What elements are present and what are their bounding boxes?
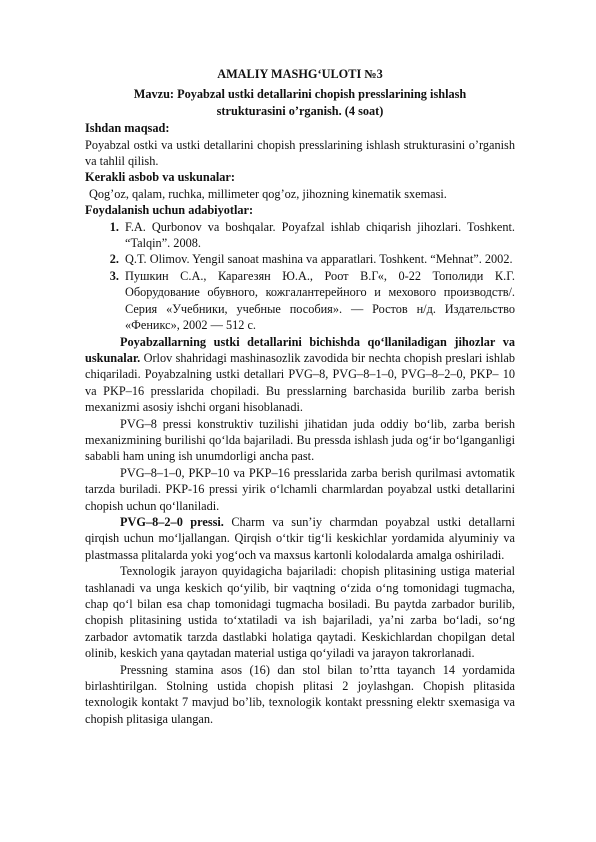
paragraph-equipment-heading: Poyabzallarning ustki detallarini bichishda qo‘llaniladigan jihozlar va uskunalar. bbox=[85, 334, 515, 365]
paragraph-structure: Pressning stamina asos (16) dan stol bilan to’rtta tayanch 14 yordamida birlashtirilgan. Stolning ustida chopish plitasi 2 joylashgan. Chopish plitasida texnologik kontakt 7 mavjud bo’lib, texnologik kontakt pressning elektr sxemasiga va chopish plitasiga ulangan. bbox=[85, 662, 515, 726]
document-title: AMALIY MASHG‘ULOTI №3 bbox=[217, 67, 383, 81]
paragraph-process: Texnologik jarayon quyidagicha bajariladi: chopish plitasining ustiga material tashlanadi va unga keskich qo‘yilib, bir vaqtning o‘zida o‘ng tomonidagi tugmacha, chap qo‘l bilan esa chap tomonidagi tugmacha bosiladi. Bu paytda zarbador burilib, chopish plitasining ustida to‘xtatiladi va ish bajariladi, ya’ni zarba bo‘ladi, so‘ng zarbador avtomatik tarzda dastlabki holatiga qaytadi. Keskichlardan chopilgan detal olinib, keskich yana qaytadan material ustiga qo‘yiladi va jarayon takrorlanadi. bbox=[85, 564, 515, 661]
goal-heading: Ishdan maqsad: bbox=[85, 121, 170, 136]
document-page bbox=[85, 66, 515, 727]
references-list bbox=[85, 219, 515, 334]
paragraph-pvg820-heading: PVG–8–2–0 pressi. bbox=[120, 514, 224, 529]
paragraph-equipment-text: Orlov shahridagi mashinasozlik zavodida bir nechta chopish preslari ishlab chiqariladi. Poyabzalning ustki detallari PVG–8, PVG–8–1–0, PVG–8–2–0, PKP– 10 va PKP–16 presslarida chopiladi. Bu presslarning barchasida burilib zarba berish mexanizmi asosiy ishchi organi hisoblanadi. bbox=[85, 350, 515, 415]
paragraph-pkp: PVG–8–1–0, PKP–10 va PKP–16 presslarida zarba berish qurilmasi avtomatik tarzda buriladi. PKP-16 pressi yirik o‘lchamli charmlardan poyabzal ustki detallarini chopish uchun qo‘llaniladi. bbox=[85, 465, 515, 513]
paragraph-pvg8: PVG–8 pressi konstruktiv tuzilishi jihatidan juda oddiy bo‘lib, zarba berish mexanizmining burilishi qo‘lda bajariladi. Bu pressda ishlash juda og‘ir bo‘lganganligi sababli ham uning ish unumdorligi ancha past. bbox=[85, 416, 515, 464]
paragraph-equipment bbox=[85, 334, 515, 416]
references-heading: Foydalanish uchun adabiyotlar: bbox=[85, 203, 254, 218]
document-subtitle-line1: Mavzu: Poyabzal ustki detallarini chopish presslarining ishlash bbox=[133, 87, 467, 102]
document-subtitle-line2: strukturasini o’rganish. (4 soat) bbox=[216, 103, 384, 118]
tools-heading: Kerakli asbob va uskunalar: bbox=[85, 170, 235, 185]
paragraph-pvg820 bbox=[85, 514, 515, 563]
reference-item: 2. Q.T. Olimov. Yengil sanoat mashina va apparatlari. Toshkent. “Mehnat”. 2002. bbox=[122, 251, 515, 267]
reference-item: 3. Пушкин С.А., Карагезян Ю.А., Роот В.Г«, 0-22 Тополиди К.Г. Оборудование обувного, кожгалантерейного и мехового производств/. Серия «Учебники, учебные пособия». — Ростов н/д. Издательство «Феникс», 2002 — 512 с. bbox=[122, 268, 515, 334]
reference-item: 1. F.A. Qurbonov va boshqalar. Poyafzal ishlab chiqarish jihozlari. Toshkent. “Talqin”. 2008. bbox=[122, 219, 515, 252]
goal-text: Poyabzal ostki va ustki detallarini chopish presslarining ishlash strukturasini o’rganish va tahlil qilish. bbox=[85, 137, 515, 169]
tools-text: Qog’oz, qalam, ruchka, millimeter qog’oz, jihozning kinematik sxemasi. bbox=[89, 186, 447, 201]
paragraph-pvg820-text: Charm va sun’iy charmdan poyabzal ustki detallarni qirqish uchun mo‘ljallangan. Qirqish o‘tkir tig‘li keskichlar yordamida alyuminiy va plastmassa plitalarda yoki yog‘och va maxsus kartonli kolodalarda amalga oshiriladi. bbox=[85, 514, 515, 562]
